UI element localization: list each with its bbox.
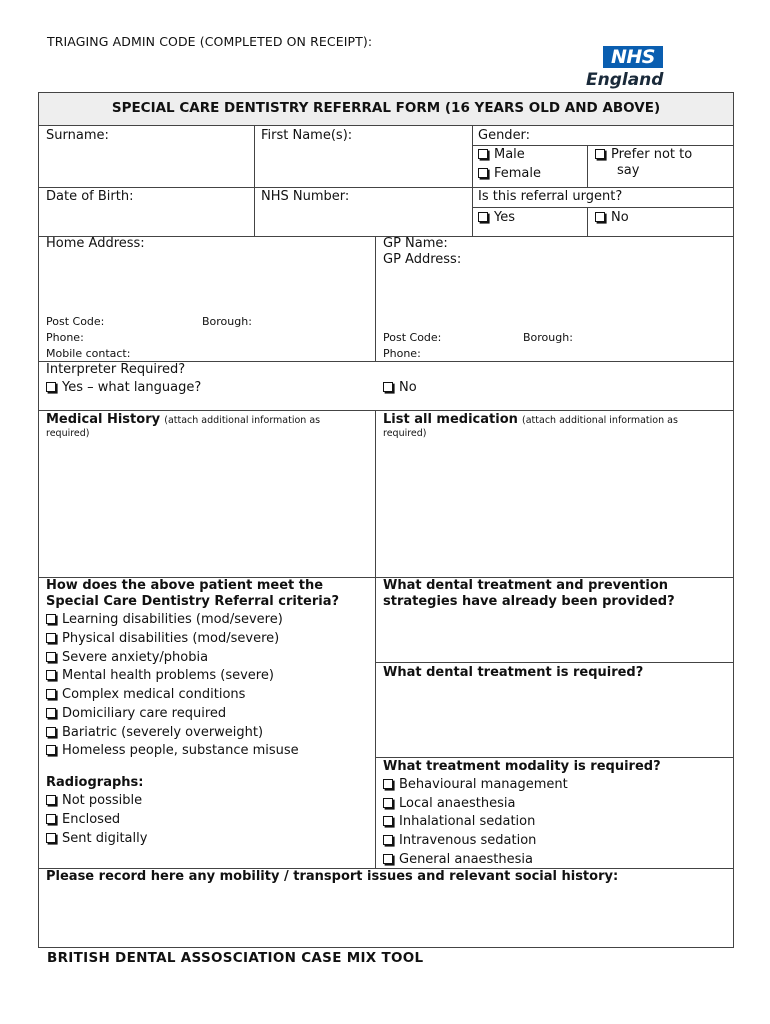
criteria-option[interactable]: Physical disabilities (mod/severe) xyxy=(46,631,279,646)
modality-option[interactable]: Inhalational sedation xyxy=(383,814,535,829)
gender-prefer-not-option[interactable]: Prefer not to xyxy=(595,147,692,162)
surname-label: Surname: xyxy=(46,128,109,143)
checkbox-icon[interactable] xyxy=(383,798,393,808)
mobility-heading: Please record here any mobility / transport issues and relevant social history: xyxy=(46,869,619,884)
criteria-option[interactable]: Bariatric (severely overweight) xyxy=(46,725,263,740)
checkbox-icon[interactable] xyxy=(46,652,56,662)
gender-female-option[interactable]: Female xyxy=(478,166,541,181)
medical-history-note-line2: required) xyxy=(46,428,90,439)
medical-history-heading: Medical History (attach additional information as xyxy=(46,412,321,427)
gp-post-code-label: Post Code: xyxy=(383,331,442,344)
gender-prefer-not-line2: say xyxy=(617,163,640,178)
modality-heading: What treatment modality is required? xyxy=(383,759,661,774)
gender-male-option[interactable]: Male xyxy=(478,147,525,162)
treatment-provided-line2: strategies have already been provided? xyxy=(383,594,675,609)
radiograph-option[interactable]: Not possible xyxy=(46,793,142,808)
gp-address-label: GP Address: xyxy=(383,252,462,267)
checkbox-icon[interactable] xyxy=(595,149,605,159)
modality-option[interactable]: Intravenous sedation xyxy=(383,833,536,848)
gp-name-label: GP Name: xyxy=(383,236,448,251)
mobile-contact-label: Mobile contact: xyxy=(46,347,131,360)
first-names-label: First Name(s): xyxy=(261,128,353,143)
criteria-question-line2: Special Care Dentistry Referral criteria? xyxy=(46,594,340,609)
checkbox-icon[interactable] xyxy=(46,670,56,680)
checkbox-icon[interactable] xyxy=(383,816,393,826)
nhs-logo: NHS xyxy=(603,46,663,68)
checkbox-icon[interactable] xyxy=(46,614,56,624)
treatment-provided-line1: What dental treatment and prevention xyxy=(383,578,669,593)
checkbox-icon[interactable] xyxy=(383,779,393,789)
criteria-option[interactable]: Mental health problems (severe) xyxy=(46,668,274,683)
modality-option[interactable]: General anaesthesia xyxy=(383,852,533,867)
gp-phone-label: Phone: xyxy=(383,347,421,360)
footer-title: BRITISH DENTAL ASSOSCIATION CASE MIX TOOL xyxy=(47,950,424,966)
nhs-england-logo-text: England xyxy=(586,70,664,90)
checkbox-icon[interactable] xyxy=(595,212,605,222)
checkbox-icon[interactable] xyxy=(46,833,56,843)
urgent-no-option[interactable]: No xyxy=(595,210,629,225)
borough-label: Borough: xyxy=(202,315,252,328)
form-title: SPECIAL CARE DENTISTRY REFERRAL FORM (16 YEARS OLD AND ABOVE) xyxy=(39,93,733,126)
checkbox-icon[interactable] xyxy=(46,814,56,824)
checkbox-icon[interactable] xyxy=(46,633,56,643)
gender-label: Gender: xyxy=(478,128,531,143)
criteria-option[interactable]: Complex medical conditions xyxy=(46,687,245,702)
radiographs-heading: Radiographs: xyxy=(46,775,144,790)
urgent-yes-option[interactable]: Yes xyxy=(478,210,515,225)
checkbox-icon[interactable] xyxy=(46,689,56,699)
checkbox-icon[interactable] xyxy=(478,168,488,178)
radiograph-option[interactable]: Enclosed xyxy=(46,812,120,827)
checkbox-icon[interactable] xyxy=(46,745,56,755)
radiograph-option[interactable]: Sent digitally xyxy=(46,831,147,846)
gp-borough-label: Borough: xyxy=(523,331,573,344)
checkbox-icon[interactable] xyxy=(478,149,488,159)
treatment-required-heading: What dental treatment is required? xyxy=(383,665,644,680)
triage-code-label: TRIAGING ADMIN CODE (COMPLETED ON RECEIPT): xyxy=(47,34,373,49)
nhs-number-label: NHS Number: xyxy=(261,189,350,204)
medication-heading: List all medication (attach additional information as xyxy=(383,412,678,427)
criteria-option[interactable]: Severe anxiety/phobia xyxy=(46,650,208,665)
checkbox-icon[interactable] xyxy=(478,212,488,222)
checkbox-icon[interactable] xyxy=(46,708,56,718)
dob-label: Date of Birth: xyxy=(46,189,134,204)
modality-option[interactable]: Behavioural management xyxy=(383,777,568,792)
interpreter-yes-option[interactable]: Yes – what language? xyxy=(46,380,201,395)
urgent-label: Is this referral urgent? xyxy=(478,189,623,204)
checkbox-icon[interactable] xyxy=(383,382,393,392)
criteria-option[interactable]: Homeless people, substance misuse xyxy=(46,743,299,758)
criteria-option[interactable]: Domiciliary care required xyxy=(46,706,226,721)
phone-label: Phone: xyxy=(46,331,84,344)
criteria-question-line1: How does the above patient meet the xyxy=(46,578,324,593)
home-address-label: Home Address: xyxy=(46,236,145,251)
post-code-label: Post Code: xyxy=(46,315,105,328)
checkbox-icon[interactable] xyxy=(46,795,56,805)
criteria-option[interactable]: Learning disabilities (mod/severe) xyxy=(46,612,283,627)
checkbox-icon[interactable] xyxy=(46,382,56,392)
checkbox-icon[interactable] xyxy=(383,835,393,845)
medication-note-line2: required) xyxy=(383,428,427,439)
interpreter-label: Interpreter Required? xyxy=(46,362,186,377)
interpreter-no-option[interactable]: No xyxy=(383,380,417,395)
checkbox-icon[interactable] xyxy=(383,854,393,864)
modality-option[interactable]: Local anaesthesia xyxy=(383,796,515,811)
checkbox-icon[interactable] xyxy=(46,727,56,737)
